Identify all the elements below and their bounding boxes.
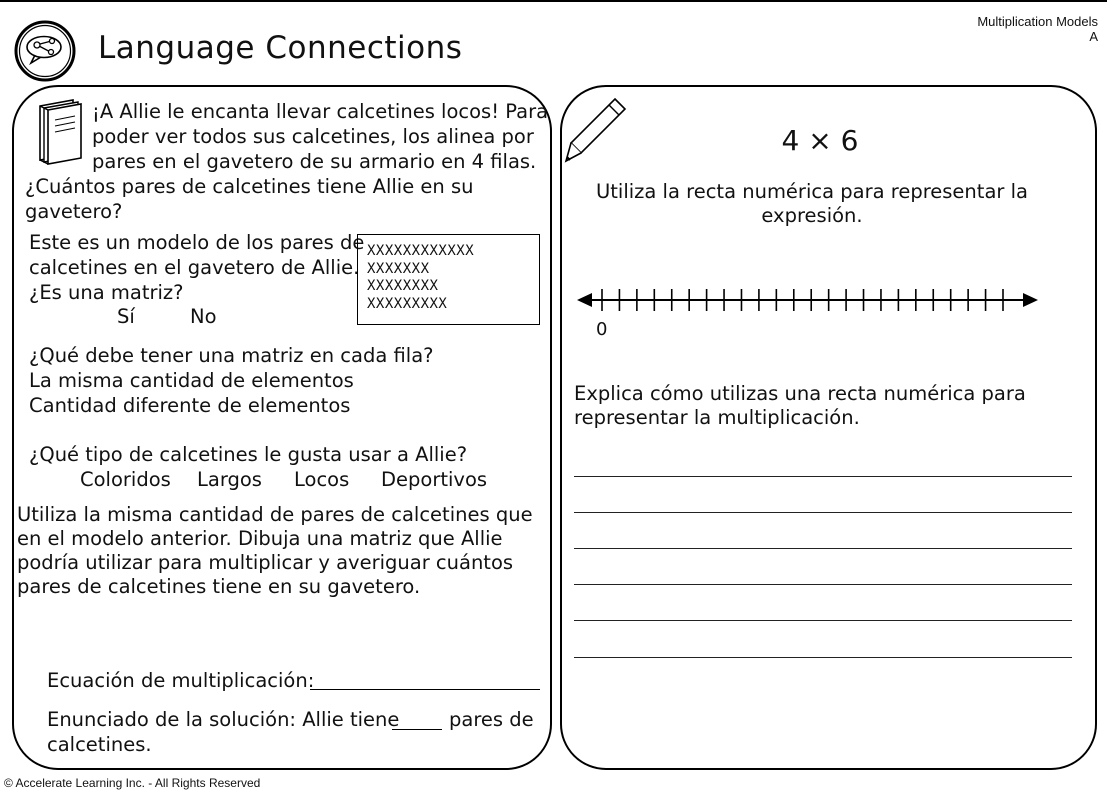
instruction-line-1: Utiliza la recta numérica para representar la bbox=[596, 180, 1028, 203]
instruction-line-2: expresión. bbox=[761, 204, 863, 227]
model-line-2: calcetines en el gavetero de Allie. bbox=[29, 256, 360, 279]
number-line[interactable] bbox=[570, 282, 1050, 318]
model-line-1: Este es un modelo de los pares de bbox=[29, 231, 365, 254]
draw-line-1: Utiliza la misma cantidad de pares de calcetines que bbox=[17, 503, 533, 526]
question-line-1: ¿Cuántos pares de calcetines tiene Allie en su bbox=[25, 175, 474, 198]
copyright: © Accelerate Learning Inc. - All Rights Reserved bbox=[4, 776, 261, 790]
sock-option-largos[interactable]: Largos bbox=[197, 468, 262, 491]
document-title bbox=[977, 14, 1098, 44]
row-option-same[interactable]: La misma cantidad de elementos bbox=[29, 369, 354, 392]
answer-line[interactable] bbox=[574, 476, 1072, 477]
explain-line-2: representar la multiplicación. bbox=[574, 406, 860, 429]
answer-line[interactable] bbox=[574, 548, 1072, 549]
equation-answer-line[interactable] bbox=[310, 689, 540, 690]
document-version: A bbox=[1089, 29, 1098, 44]
number-line-right-arrow bbox=[1023, 293, 1038, 307]
draw-line-3: podría utilizar para multiplicar y averiguar cuántos bbox=[17, 551, 514, 574]
pencil-icon bbox=[563, 95, 629, 167]
solution-label: Enunciado de la solución: Allie tiene bbox=[47, 708, 400, 731]
language-connections-logo-icon bbox=[14, 20, 76, 82]
solution-end: calcetines. bbox=[47, 733, 152, 756]
question-line-2: gavetero? bbox=[25, 200, 123, 223]
sock-option-coloridos[interactable]: Coloridos bbox=[80, 468, 171, 491]
answer-line[interactable] bbox=[574, 584, 1072, 585]
number-line-left-arrow bbox=[577, 293, 592, 307]
expression: 4 × 6 bbox=[781, 124, 859, 157]
story-line-2: poder ver todos sus calcetines, los alinea por bbox=[92, 125, 534, 148]
answer-line[interactable] bbox=[574, 620, 1072, 621]
row-option-different[interactable]: Cantidad diferente de elementos bbox=[29, 394, 351, 417]
sock-option-locos[interactable]: Locos bbox=[294, 468, 350, 491]
draw-line-4: pares de calcetines tiene en su gavetero. bbox=[17, 575, 421, 598]
book-icon bbox=[37, 98, 83, 166]
document-name: Multiplication Models bbox=[977, 14, 1098, 29]
choice-si[interactable]: Sí bbox=[117, 305, 135, 328]
sock-model-box bbox=[357, 234, 540, 325]
number-line-zero-label: 0 bbox=[596, 319, 608, 340]
model-row: XXXXXXXXX bbox=[367, 295, 448, 312]
answer-line[interactable] bbox=[574, 512, 1072, 513]
page-title: Language Connections bbox=[98, 30, 463, 66]
story-line-3: pares en el gavetero de su armario en 4 filas. bbox=[92, 150, 537, 173]
model-row: XXXXXXXXXXXX bbox=[367, 243, 475, 259]
sock-question: ¿Qué tipo de calcetines le gusta usar a Allie? bbox=[29, 443, 468, 466]
solution-answer-line[interactable] bbox=[392, 729, 442, 730]
row-question: ¿Qué debe tener una matriz en cada fila? bbox=[29, 344, 434, 367]
explain-line-1: Explica cómo utilizas una recta numérica para bbox=[574, 382, 1026, 405]
story-line-1: ¡A Allie le encanta llevar calcetines locos! Para bbox=[92, 100, 549, 123]
sock-option-deportivos[interactable]: Deportivos bbox=[381, 468, 488, 491]
equation-label: Ecuación de multiplicación: bbox=[47, 669, 315, 692]
solution-after: pares de bbox=[449, 708, 534, 731]
answer-line[interactable] bbox=[574, 657, 1072, 658]
model-line-3: ¿Es una matriz? bbox=[29, 281, 184, 304]
model-row: XXXXXXX bbox=[367, 260, 430, 277]
top-rule bbox=[0, 0, 1107, 2]
model-row: XXXXXXXX bbox=[367, 278, 439, 294]
choice-no[interactable]: No bbox=[190, 305, 217, 328]
drawing-area[interactable] bbox=[17, 600, 542, 662]
draw-line-2: en el modelo anterior. Dibuja una matriz que Allie bbox=[17, 527, 503, 550]
